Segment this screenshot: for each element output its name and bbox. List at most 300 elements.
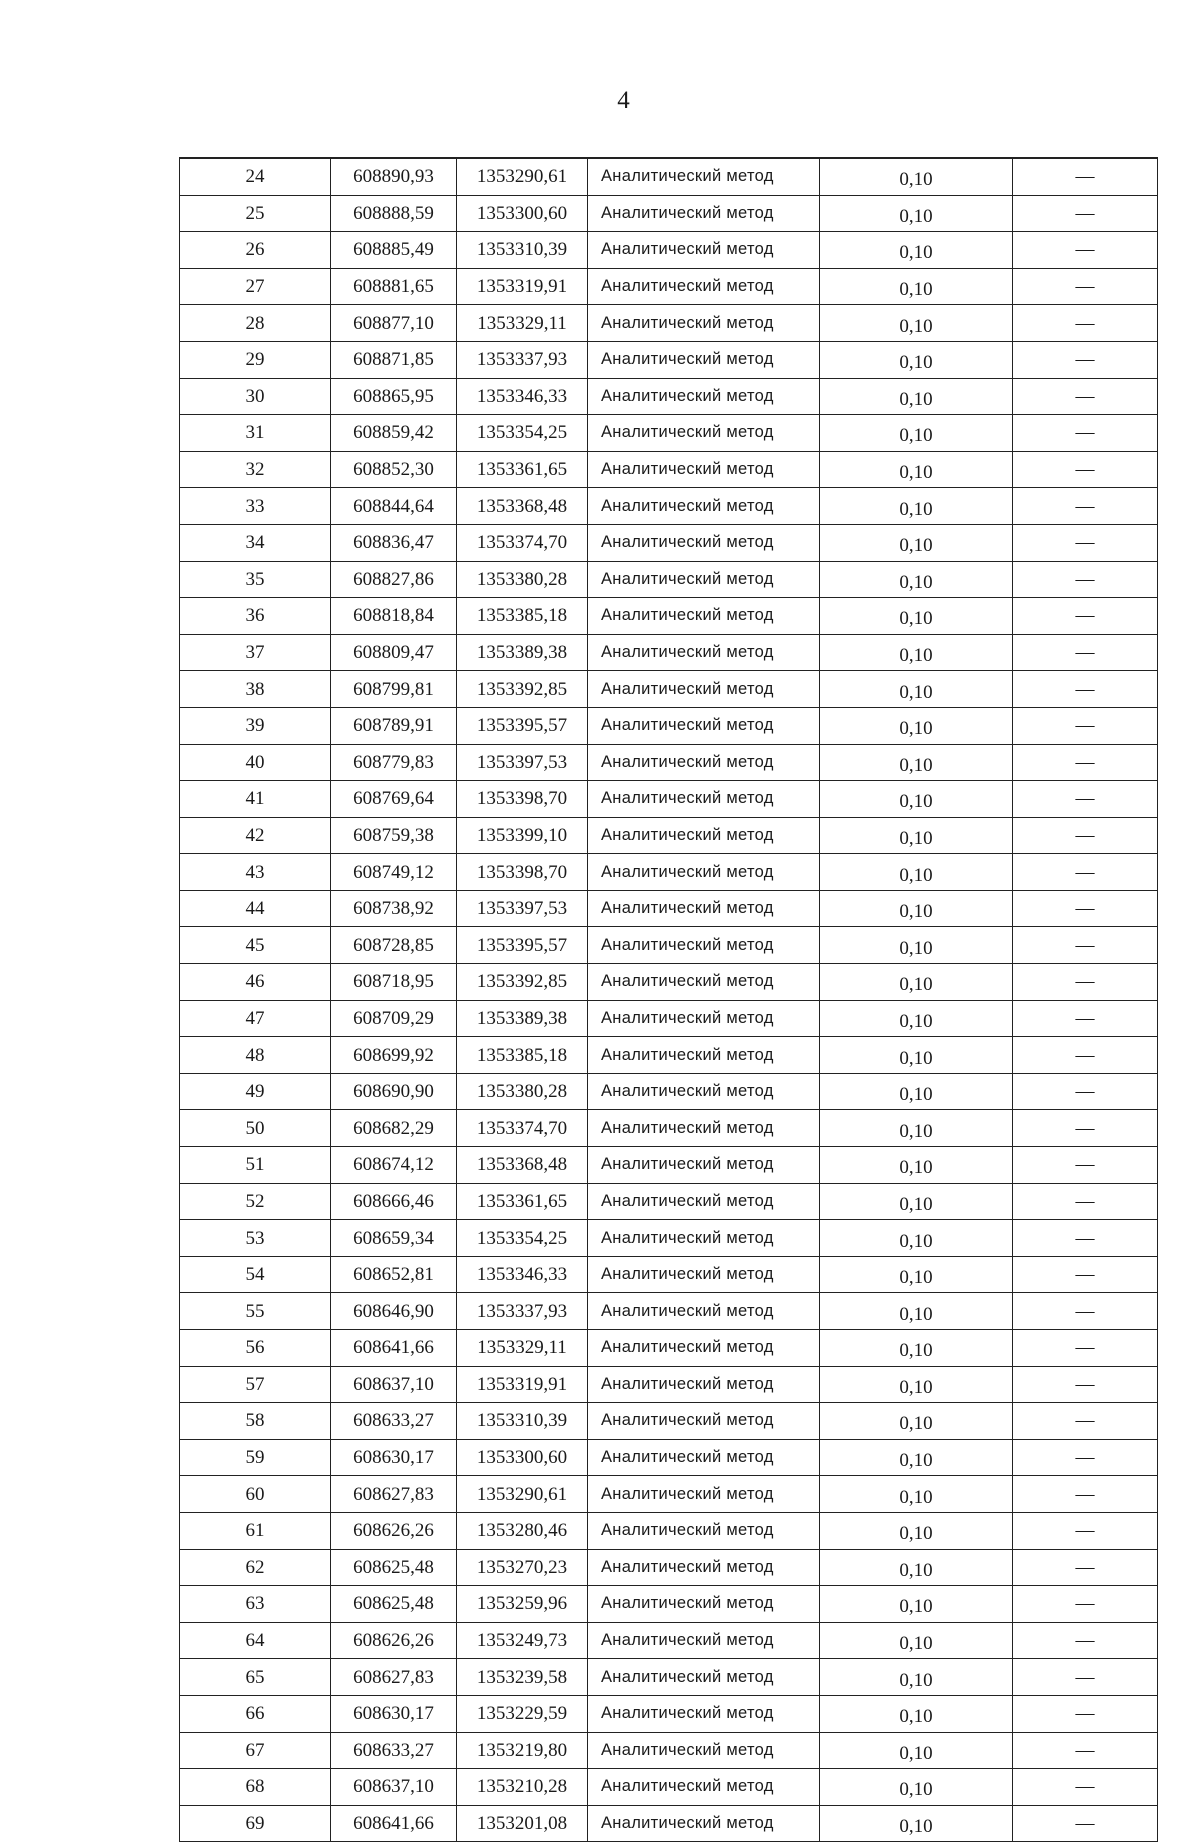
y-coordinate-cell: 1353319,91 — [457, 1366, 588, 1403]
accuracy-cell: 0,10 — [820, 1659, 1013, 1696]
y-coordinate-cell: 1353361,65 — [457, 1183, 588, 1220]
point-number-cell: 67 — [180, 1732, 331, 1769]
accuracy-cell: 0,10 — [820, 1769, 1013, 1806]
x-coordinate-cell: 608633,27 — [331, 1732, 457, 1769]
y-coordinate-cell: 1353398,70 — [457, 781, 588, 818]
accuracy-cell: 0,10 — [820, 524, 1013, 561]
accuracy-cell: 0,10 — [820, 561, 1013, 598]
table-row — [180, 1622, 1158, 1659]
note-cell: — — [1013, 1732, 1158, 1769]
accuracy-cell: 0,10 — [820, 415, 1013, 452]
y-coordinate-cell: 1353397,53 — [457, 890, 588, 927]
table-row — [180, 1769, 1158, 1806]
note-cell: — — [1013, 524, 1158, 561]
point-number-cell: 29 — [180, 341, 331, 378]
method-cell: Аналитический метод — [588, 1769, 820, 1806]
table-row — [180, 1439, 1158, 1476]
coordinates-table-body — [180, 158, 1158, 1842]
accuracy-cell: 0,10 — [820, 1147, 1013, 1184]
accuracy-cell: 0,10 — [820, 1805, 1013, 1842]
method-cell: Аналитический метод — [588, 524, 820, 561]
table-row — [180, 1659, 1158, 1696]
table-row — [180, 1037, 1158, 1074]
point-number-cell: 64 — [180, 1622, 331, 1659]
method-cell: Аналитический метод — [588, 488, 820, 525]
note-cell: — — [1013, 1586, 1158, 1623]
table-row — [180, 305, 1158, 342]
note-cell: — — [1013, 1622, 1158, 1659]
point-number-cell: 50 — [180, 1110, 331, 1147]
page-number: 4 — [617, 87, 630, 114]
x-coordinate-cell: 608779,83 — [331, 744, 457, 781]
point-number-cell: 24 — [180, 158, 331, 195]
x-coordinate-cell: 608836,47 — [331, 524, 457, 561]
point-number-cell: 47 — [180, 1000, 331, 1037]
method-cell: Аналитический метод — [588, 378, 820, 415]
x-coordinate-cell: 608709,29 — [331, 1000, 457, 1037]
accuracy-cell: 0,10 — [820, 1403, 1013, 1440]
accuracy-cell: 0,10 — [820, 1695, 1013, 1732]
point-number-cell: 38 — [180, 671, 331, 708]
note-cell: — — [1013, 415, 1158, 452]
x-coordinate-cell: 608799,81 — [331, 671, 457, 708]
note-cell: — — [1013, 1183, 1158, 1220]
method-cell: Аналитический метод — [588, 1512, 820, 1549]
table-row — [180, 854, 1158, 891]
table-row — [180, 1512, 1158, 1549]
x-coordinate-cell: 608890,93 — [331, 158, 457, 195]
x-coordinate-cell: 608626,26 — [331, 1622, 457, 1659]
x-coordinate-cell: 608881,65 — [331, 268, 457, 305]
point-number-cell: 63 — [180, 1586, 331, 1623]
method-cell: Аналитический метод — [588, 1110, 820, 1147]
x-coordinate-cell: 608652,81 — [331, 1256, 457, 1293]
table-row — [180, 1476, 1158, 1513]
accuracy-cell: 0,10 — [820, 927, 1013, 964]
y-coordinate-cell: 1353392,85 — [457, 671, 588, 708]
point-number-cell: 34 — [180, 524, 331, 561]
x-coordinate-cell: 608809,47 — [331, 634, 457, 671]
method-cell: Аналитический метод — [588, 415, 820, 452]
table-row — [180, 1366, 1158, 1403]
table-row — [180, 1183, 1158, 1220]
note-cell: — — [1013, 744, 1158, 781]
table-row — [180, 488, 1158, 525]
table-row — [180, 232, 1158, 269]
y-coordinate-cell: 1353290,61 — [457, 158, 588, 195]
y-coordinate-cell: 1353290,61 — [457, 1476, 588, 1513]
y-coordinate-cell: 1353329,11 — [457, 1330, 588, 1367]
accuracy-cell: 0,10 — [820, 890, 1013, 927]
point-number-cell: 42 — [180, 817, 331, 854]
note-cell: — — [1013, 598, 1158, 635]
method-cell: Аналитический метод — [588, 744, 820, 781]
x-coordinate-cell: 608641,66 — [331, 1805, 457, 1842]
note-cell: — — [1013, 1256, 1158, 1293]
y-coordinate-cell: 1353329,11 — [457, 305, 588, 342]
note-cell: — — [1013, 1659, 1158, 1696]
x-coordinate-cell: 608674,12 — [331, 1147, 457, 1184]
x-coordinate-cell: 608885,49 — [331, 232, 457, 269]
method-cell: Аналитический метод — [588, 305, 820, 342]
point-number-cell: 30 — [180, 378, 331, 415]
y-coordinate-cell: 1353346,33 — [457, 378, 588, 415]
method-cell: Аналитический метод — [588, 964, 820, 1001]
x-coordinate-cell: 608859,42 — [331, 415, 457, 452]
accuracy-cell: 0,10 — [820, 1073, 1013, 1110]
y-coordinate-cell: 1353319,91 — [457, 268, 588, 305]
table-row — [180, 634, 1158, 671]
y-coordinate-cell: 1353374,70 — [457, 1110, 588, 1147]
y-coordinate-cell: 1353395,57 — [457, 927, 588, 964]
point-number-cell: 59 — [180, 1439, 331, 1476]
accuracy-cell: 0,10 — [820, 598, 1013, 635]
x-coordinate-cell: 608633,27 — [331, 1403, 457, 1440]
point-number-cell: 32 — [180, 451, 331, 488]
accuracy-cell: 0,10 — [820, 781, 1013, 818]
accuracy-cell: 0,10 — [820, 451, 1013, 488]
accuracy-cell: 0,10 — [820, 854, 1013, 891]
note-cell: — — [1013, 1073, 1158, 1110]
point-number-cell: 53 — [180, 1220, 331, 1257]
x-coordinate-cell: 608871,85 — [331, 341, 457, 378]
note-cell: — — [1013, 158, 1158, 195]
table-row — [180, 561, 1158, 598]
table-row — [180, 1695, 1158, 1732]
note-cell: — — [1013, 1805, 1158, 1842]
method-cell: Аналитический метод — [588, 890, 820, 927]
note-cell: — — [1013, 1037, 1158, 1074]
y-coordinate-cell: 1353259,96 — [457, 1586, 588, 1623]
accuracy-cell: 0,10 — [820, 158, 1013, 195]
method-cell: Аналитический метод — [588, 854, 820, 891]
x-coordinate-cell: 608852,30 — [331, 451, 457, 488]
accuracy-cell: 0,10 — [820, 1330, 1013, 1367]
note-cell: — — [1013, 1403, 1158, 1440]
accuracy-cell: 0,10 — [820, 488, 1013, 525]
note-cell: — — [1013, 488, 1158, 525]
method-cell: Аналитический метод — [588, 1476, 820, 1513]
table-row — [180, 964, 1158, 1001]
table-row — [180, 598, 1158, 635]
point-number-cell: 52 — [180, 1183, 331, 1220]
x-coordinate-cell: 608625,48 — [331, 1586, 457, 1623]
note-cell: — — [1013, 1366, 1158, 1403]
x-coordinate-cell: 608626,26 — [331, 1512, 457, 1549]
point-number-cell: 25 — [180, 195, 331, 232]
x-coordinate-cell: 608728,85 — [331, 927, 457, 964]
note-cell: — — [1013, 1476, 1158, 1513]
y-coordinate-cell: 1353395,57 — [457, 707, 588, 744]
note-cell: — — [1013, 451, 1158, 488]
note-cell: — — [1013, 1220, 1158, 1257]
x-coordinate-cell: 608641,66 — [331, 1330, 457, 1367]
point-number-cell: 44 — [180, 890, 331, 927]
accuracy-cell: 0,10 — [820, 1512, 1013, 1549]
x-coordinate-cell: 608630,17 — [331, 1695, 457, 1732]
x-coordinate-cell: 608827,86 — [331, 561, 457, 598]
note-cell: — — [1013, 927, 1158, 964]
point-number-cell: 65 — [180, 1659, 331, 1696]
y-coordinate-cell: 1353389,38 — [457, 634, 588, 671]
table-row — [180, 1805, 1158, 1842]
method-cell: Аналитический метод — [588, 158, 820, 195]
x-coordinate-cell: 608769,64 — [331, 781, 457, 818]
method-cell: Аналитический метод — [588, 598, 820, 635]
table-row — [180, 781, 1158, 818]
point-number-cell: 36 — [180, 598, 331, 635]
y-coordinate-cell: 1353337,93 — [457, 1293, 588, 1330]
y-coordinate-cell: 1353398,70 — [457, 854, 588, 891]
accuracy-cell: 0,10 — [820, 1110, 1013, 1147]
note-cell: — — [1013, 1330, 1158, 1367]
note-cell: — — [1013, 671, 1158, 708]
y-coordinate-cell: 1353300,60 — [457, 1439, 588, 1476]
accuracy-cell: 0,10 — [820, 1439, 1013, 1476]
y-coordinate-cell: 1353374,70 — [457, 524, 588, 561]
y-coordinate-cell: 1353239,58 — [457, 1659, 588, 1696]
method-cell: Аналитический метод — [588, 707, 820, 744]
method-cell: Аналитический метод — [588, 1256, 820, 1293]
note-cell: — — [1013, 707, 1158, 744]
point-number-cell: 68 — [180, 1769, 331, 1806]
accuracy-cell: 0,10 — [820, 195, 1013, 232]
note-cell: — — [1013, 195, 1158, 232]
table-row — [180, 1549, 1158, 1586]
table-row — [180, 1732, 1158, 1769]
note-cell: — — [1013, 561, 1158, 598]
y-coordinate-cell: 1353346,33 — [457, 1256, 588, 1293]
table-row — [180, 927, 1158, 964]
y-coordinate-cell: 1353361,65 — [457, 451, 588, 488]
x-coordinate-cell: 608699,92 — [331, 1037, 457, 1074]
accuracy-cell: 0,10 — [820, 1366, 1013, 1403]
x-coordinate-cell: 608627,83 — [331, 1659, 457, 1696]
table-row — [180, 268, 1158, 305]
table-row — [180, 195, 1158, 232]
method-cell: Аналитический метод — [588, 1439, 820, 1476]
x-coordinate-cell: 608630,17 — [331, 1439, 457, 1476]
accuracy-cell: 0,10 — [820, 1549, 1013, 1586]
method-cell: Аналитический метод — [588, 1732, 820, 1769]
table-row — [180, 451, 1158, 488]
y-coordinate-cell: 1353310,39 — [457, 232, 588, 269]
point-number-cell: 46 — [180, 964, 331, 1001]
accuracy-cell: 0,10 — [820, 1732, 1013, 1769]
table-row — [180, 524, 1158, 561]
note-cell: — — [1013, 781, 1158, 818]
table-row — [180, 1147, 1158, 1184]
accuracy-cell: 0,10 — [820, 1037, 1013, 1074]
point-number-cell: 37 — [180, 634, 331, 671]
method-cell: Аналитический метод — [588, 671, 820, 708]
y-coordinate-cell: 1353385,18 — [457, 1037, 588, 1074]
accuracy-cell: 0,10 — [820, 268, 1013, 305]
table-row — [180, 158, 1158, 195]
table-row — [180, 1256, 1158, 1293]
table-row — [180, 341, 1158, 378]
accuracy-cell: 0,10 — [820, 817, 1013, 854]
note-cell: — — [1013, 1695, 1158, 1732]
table-row — [180, 1403, 1158, 1440]
note-cell: — — [1013, 854, 1158, 891]
accuracy-cell: 0,10 — [820, 1256, 1013, 1293]
x-coordinate-cell: 608844,64 — [331, 488, 457, 525]
x-coordinate-cell: 608637,10 — [331, 1769, 457, 1806]
method-cell: Аналитический метод — [588, 232, 820, 269]
y-coordinate-cell: 1353229,59 — [457, 1695, 588, 1732]
y-coordinate-cell: 1353354,25 — [457, 1220, 588, 1257]
point-number-cell: 69 — [180, 1805, 331, 1842]
method-cell: Аналитический метод — [588, 341, 820, 378]
method-cell: Аналитический метод — [588, 268, 820, 305]
accuracy-cell: 0,10 — [820, 1586, 1013, 1623]
accuracy-cell: 0,10 — [820, 707, 1013, 744]
method-cell: Аналитический метод — [588, 817, 820, 854]
table-row — [180, 890, 1158, 927]
note-cell: — — [1013, 1439, 1158, 1476]
accuracy-cell: 0,10 — [820, 1000, 1013, 1037]
x-coordinate-cell: 608749,12 — [331, 854, 457, 891]
x-coordinate-cell: 608690,90 — [331, 1073, 457, 1110]
point-number-cell: 57 — [180, 1366, 331, 1403]
y-coordinate-cell: 1353249,73 — [457, 1622, 588, 1659]
method-cell: Аналитический метод — [588, 1073, 820, 1110]
note-cell: — — [1013, 232, 1158, 269]
x-coordinate-cell: 608627,83 — [331, 1476, 457, 1513]
table-row — [180, 1073, 1158, 1110]
method-cell: Аналитический метод — [588, 781, 820, 818]
point-number-cell: 26 — [180, 232, 331, 269]
x-coordinate-cell: 608865,95 — [331, 378, 457, 415]
note-cell: — — [1013, 268, 1158, 305]
point-number-cell: 33 — [180, 488, 331, 525]
y-coordinate-cell: 1353300,60 — [457, 195, 588, 232]
table-row — [180, 744, 1158, 781]
point-number-cell: 35 — [180, 561, 331, 598]
method-cell: Аналитический метод — [588, 1659, 820, 1696]
table-row — [180, 671, 1158, 708]
table-row — [180, 378, 1158, 415]
method-cell: Аналитический метод — [588, 1366, 820, 1403]
accuracy-cell: 0,10 — [820, 1622, 1013, 1659]
note-cell: — — [1013, 1110, 1158, 1147]
y-coordinate-cell: 1353280,46 — [457, 1512, 588, 1549]
point-number-cell: 60 — [180, 1476, 331, 1513]
point-number-cell: 39 — [180, 707, 331, 744]
point-number-cell: 56 — [180, 1330, 331, 1367]
table-row — [180, 415, 1158, 452]
method-cell: Аналитический метод — [588, 1293, 820, 1330]
method-cell: Аналитический метод — [588, 561, 820, 598]
note-cell: — — [1013, 817, 1158, 854]
method-cell: Аналитический метод — [588, 1183, 820, 1220]
method-cell: Аналитический метод — [588, 1805, 820, 1842]
y-coordinate-cell: 1353219,80 — [457, 1732, 588, 1769]
method-cell: Аналитический метод — [588, 195, 820, 232]
table-row — [180, 1330, 1158, 1367]
y-coordinate-cell: 1353201,08 — [457, 1805, 588, 1842]
y-coordinate-cell: 1353389,38 — [457, 1000, 588, 1037]
point-number-cell: 27 — [180, 268, 331, 305]
note-cell: — — [1013, 1769, 1158, 1806]
point-number-cell: 61 — [180, 1512, 331, 1549]
method-cell: Аналитический метод — [588, 1220, 820, 1257]
method-cell: Аналитический метод — [588, 1622, 820, 1659]
accuracy-cell: 0,10 — [820, 341, 1013, 378]
accuracy-cell: 0,10 — [820, 232, 1013, 269]
method-cell: Аналитический метод — [588, 1147, 820, 1184]
note-cell: — — [1013, 1293, 1158, 1330]
x-coordinate-cell: 608877,10 — [331, 305, 457, 342]
method-cell: Аналитический метод — [588, 634, 820, 671]
method-cell: Аналитический метод — [588, 927, 820, 964]
method-cell: Аналитический метод — [588, 1549, 820, 1586]
point-number-cell: 48 — [180, 1037, 331, 1074]
table-row — [180, 1110, 1158, 1147]
point-number-cell: 49 — [180, 1073, 331, 1110]
accuracy-cell: 0,10 — [820, 671, 1013, 708]
x-coordinate-cell: 608625,48 — [331, 1549, 457, 1586]
accuracy-cell: 0,10 — [820, 378, 1013, 415]
note-cell: — — [1013, 341, 1158, 378]
method-cell: Аналитический метод — [588, 1586, 820, 1623]
y-coordinate-cell: 1353270,23 — [457, 1549, 588, 1586]
y-coordinate-cell: 1353397,53 — [457, 744, 588, 781]
table-row — [180, 817, 1158, 854]
point-number-cell: 66 — [180, 1695, 331, 1732]
x-coordinate-cell: 608888,59 — [331, 195, 457, 232]
x-coordinate-cell: 608637,10 — [331, 1366, 457, 1403]
note-cell: — — [1013, 1147, 1158, 1184]
method-cell: Аналитический метод — [588, 1330, 820, 1367]
note-cell: — — [1013, 1512, 1158, 1549]
table-row — [180, 1293, 1158, 1330]
y-coordinate-cell: 1353392,85 — [457, 964, 588, 1001]
table-row — [180, 1220, 1158, 1257]
accuracy-cell: 0,10 — [820, 1183, 1013, 1220]
note-cell: — — [1013, 634, 1158, 671]
point-number-cell: 41 — [180, 781, 331, 818]
y-coordinate-cell: 1353368,48 — [457, 488, 588, 525]
point-number-cell: 62 — [180, 1549, 331, 1586]
x-coordinate-cell: 608682,29 — [331, 1110, 457, 1147]
point-number-cell: 31 — [180, 415, 331, 452]
note-cell: — — [1013, 1549, 1158, 1586]
y-coordinate-cell: 1353354,25 — [457, 415, 588, 452]
note-cell: — — [1013, 890, 1158, 927]
y-coordinate-cell: 1353337,93 — [457, 341, 588, 378]
note-cell: — — [1013, 305, 1158, 342]
point-number-cell: 55 — [180, 1293, 331, 1330]
table-row — [180, 707, 1158, 744]
y-coordinate-cell: 1353368,48 — [457, 1147, 588, 1184]
point-number-cell: 40 — [180, 744, 331, 781]
x-coordinate-cell: 608789,91 — [331, 707, 457, 744]
point-number-cell: 51 — [180, 1147, 331, 1184]
table-row — [180, 1586, 1158, 1623]
x-coordinate-cell: 608759,38 — [331, 817, 457, 854]
point-number-cell: 28 — [180, 305, 331, 342]
point-number-cell: 58 — [180, 1403, 331, 1440]
method-cell: Аналитический метод — [588, 1000, 820, 1037]
accuracy-cell: 0,10 — [820, 964, 1013, 1001]
note-cell: — — [1013, 378, 1158, 415]
y-coordinate-cell: 1353380,28 — [457, 1073, 588, 1110]
point-number-cell: 45 — [180, 927, 331, 964]
x-coordinate-cell: 608738,92 — [331, 890, 457, 927]
accuracy-cell: 0,10 — [820, 1293, 1013, 1330]
